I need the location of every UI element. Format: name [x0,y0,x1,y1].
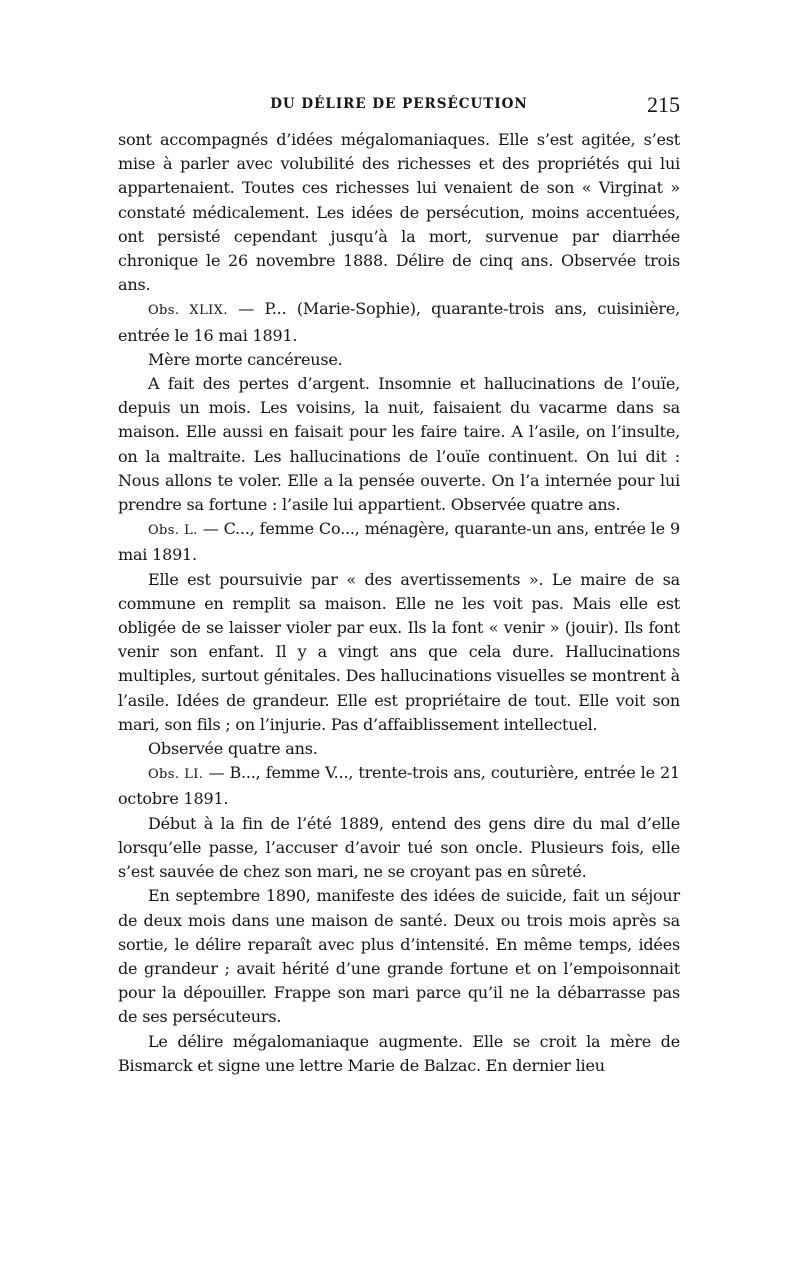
observation-label: Obs. XLIX. [148,303,228,319]
paragraph-continuation: sont accompagnés d’idées mégalomaniaques. Elle s’est agitée, s’est mise à parler avec volubilité des richesses et des propriétés qui lui appartenaient. Toutes ces richesses lui venaient de son « Virginat » constaté médicalement. Les idées de persécution, moins accentuées, ont persisté cependant jusqu’à la mort, survenue par diarrhée chronique le 26 novembre 1888. Délire de cinq ans. Observée trois ans. [118,130,680,295]
paragraph: Le délire mégalomaniaque augmente. Elle se croit la mère de Bismarck et signe une lettre Marie de Balzac. En dernier lieu [118,1031,680,1075]
paragraph: Mère morte cancéreuse. [148,349,343,369]
page-number: 215 [647,92,680,117]
page-header [118,94,680,122]
observation-heading: Obs. L. — C..., femme Co..., ménagère, quarante-un ans, entrée le 9 mai 1891. [118,519,680,565]
running-title: DU DÉLIRE DE PERSÉCUTION [270,96,528,112]
body-text [118,128,680,1078]
paragraph: Observée quatre ans. [148,739,318,759]
paragraph: En septembre 1890, manifeste des idées de suicide, fait un séjour de deux mois dans une maison de santé. Deux ou trois mois après sa sortie, le délire reparaît avec plus d’intensité. En même temps, idées de grandeur ; avait hérité d’une grande fortune et on l’empoisonnait pour la dépouiller. Frappe son mari parce qu’il ne la débarrasse pas de ses persécuteurs. [118,886,680,1027]
paragraph: Elle est poursuivie par « des avertissements ». Le maire de sa commune en remplit sa maison. Elle ne les voit pas. Mais elle est obligée de se laisser violer par eux. Ils la font « venir » (jouir). Ils font venir son enfant. Il y a vingt ans que cela dure. Hallucinations multiples, surtout génitales. Des hallucinations visuelles se montrent à l’asile. Idées de grandeur. Elle est propriétaire de tout. Elle voit son mari, son fils ; on l’injurie. Pas d’affaiblissement intellectuel. [118,569,680,734]
paragraph: Début à la fin de l’été 1889, entend des gens dire du mal d’elle lorsqu’elle passe, l’accuser d’avoir tué son oncle. Plusieurs fois, elle s’est sauvée de chez son mari, ne se croyant pas en sûreté. [118,813,680,882]
paragraph: A fait des pertes d’argent. Insomnie et hallucinations de l’ouïe, depuis un mois. Les voisins, la nuit, faisaient du vacarme dans sa maison. Elle aussi en faisait pour les faire taire. A l’asile, on l’insulte, on la maltraite. Les hallucinations de l’ouïe continuent. On lui dit : Nous allons te voler. Elle a la pensée ouverte. On l’a internée pour lui prendre sa fortune : l’asile lui appartient. Observée quatre ans. [118,374,680,515]
observation-label: Obs. L. [148,523,198,539]
observation-heading: Obs. LI. — B..., femme V..., trente-trois ans, couturière, entrée le 21 octobre 1891. [118,763,680,809]
observation-label: Obs. LI. [148,767,204,783]
observation-heading: Obs. XLIX. — P... (Marie-Sophie), quarante-trois ans, cuisinière, entrée le 16 mai 1891. [118,299,681,345]
